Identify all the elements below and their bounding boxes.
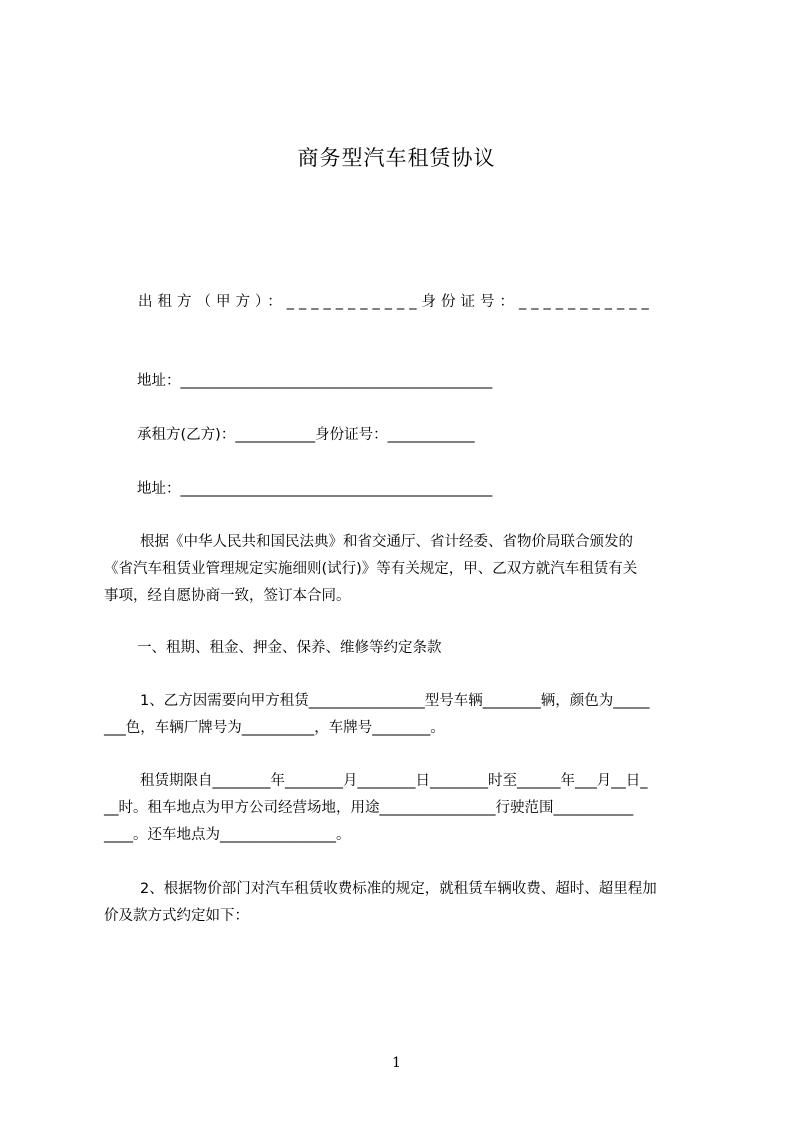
lessor-address: 地址：___________________________________________ — [137, 373, 493, 389]
intro-line: 《省汽车租赁业管理规定实施细则(试行)》等有关规定，甲、乙双方就汽车租赁有关 — [104, 561, 638, 577]
document-title: 商务型汽车租赁协议 — [297, 146, 496, 170]
lease-term-line: ____。还车地点为________________。 — [104, 827, 351, 843]
lessee-line: 承租方(乙方)：___________身份证号：____________ — [137, 427, 475, 443]
intro-line: 根据《中华人民共和国民法典》和省交通厅、省计经委、省物价局联合颁发的 — [140, 534, 633, 550]
lease-term-line: 租赁期限自________年________月________日________时至______年___月__日_ — [140, 773, 648, 789]
page-number: 1 — [392, 1055, 401, 1071]
clause-line: 价及款方式约定如下： — [104, 908, 249, 924]
lessor-line: 出租方（甲方）：___________身份证号：___________ — [138, 294, 654, 310]
clause-line: ___色，车辆厂牌号为__________，车牌号________。 — [104, 720, 445, 736]
intro-line: 事项，经自愿协商一致，签订本合同。 — [104, 588, 351, 604]
clause-line: 1、乙方因需要向甲方租赁________________型号车辆________辆，颜色为_____ — [140, 693, 650, 709]
lessee-address: 地址：___________________________________________ — [137, 481, 493, 497]
clause-line: 2、根据物价部门对汽车租赁收费标准的规定，就租赁车辆收费、超时、超里程加 — [140, 881, 657, 897]
lease-term-line: __时。租车地点为甲方公司经营场地，用途________________行驶范围___________ — [104, 800, 634, 816]
section1-heading: 一、租期、租金、押金、保养、维修等约定条款 — [137, 640, 442, 656]
